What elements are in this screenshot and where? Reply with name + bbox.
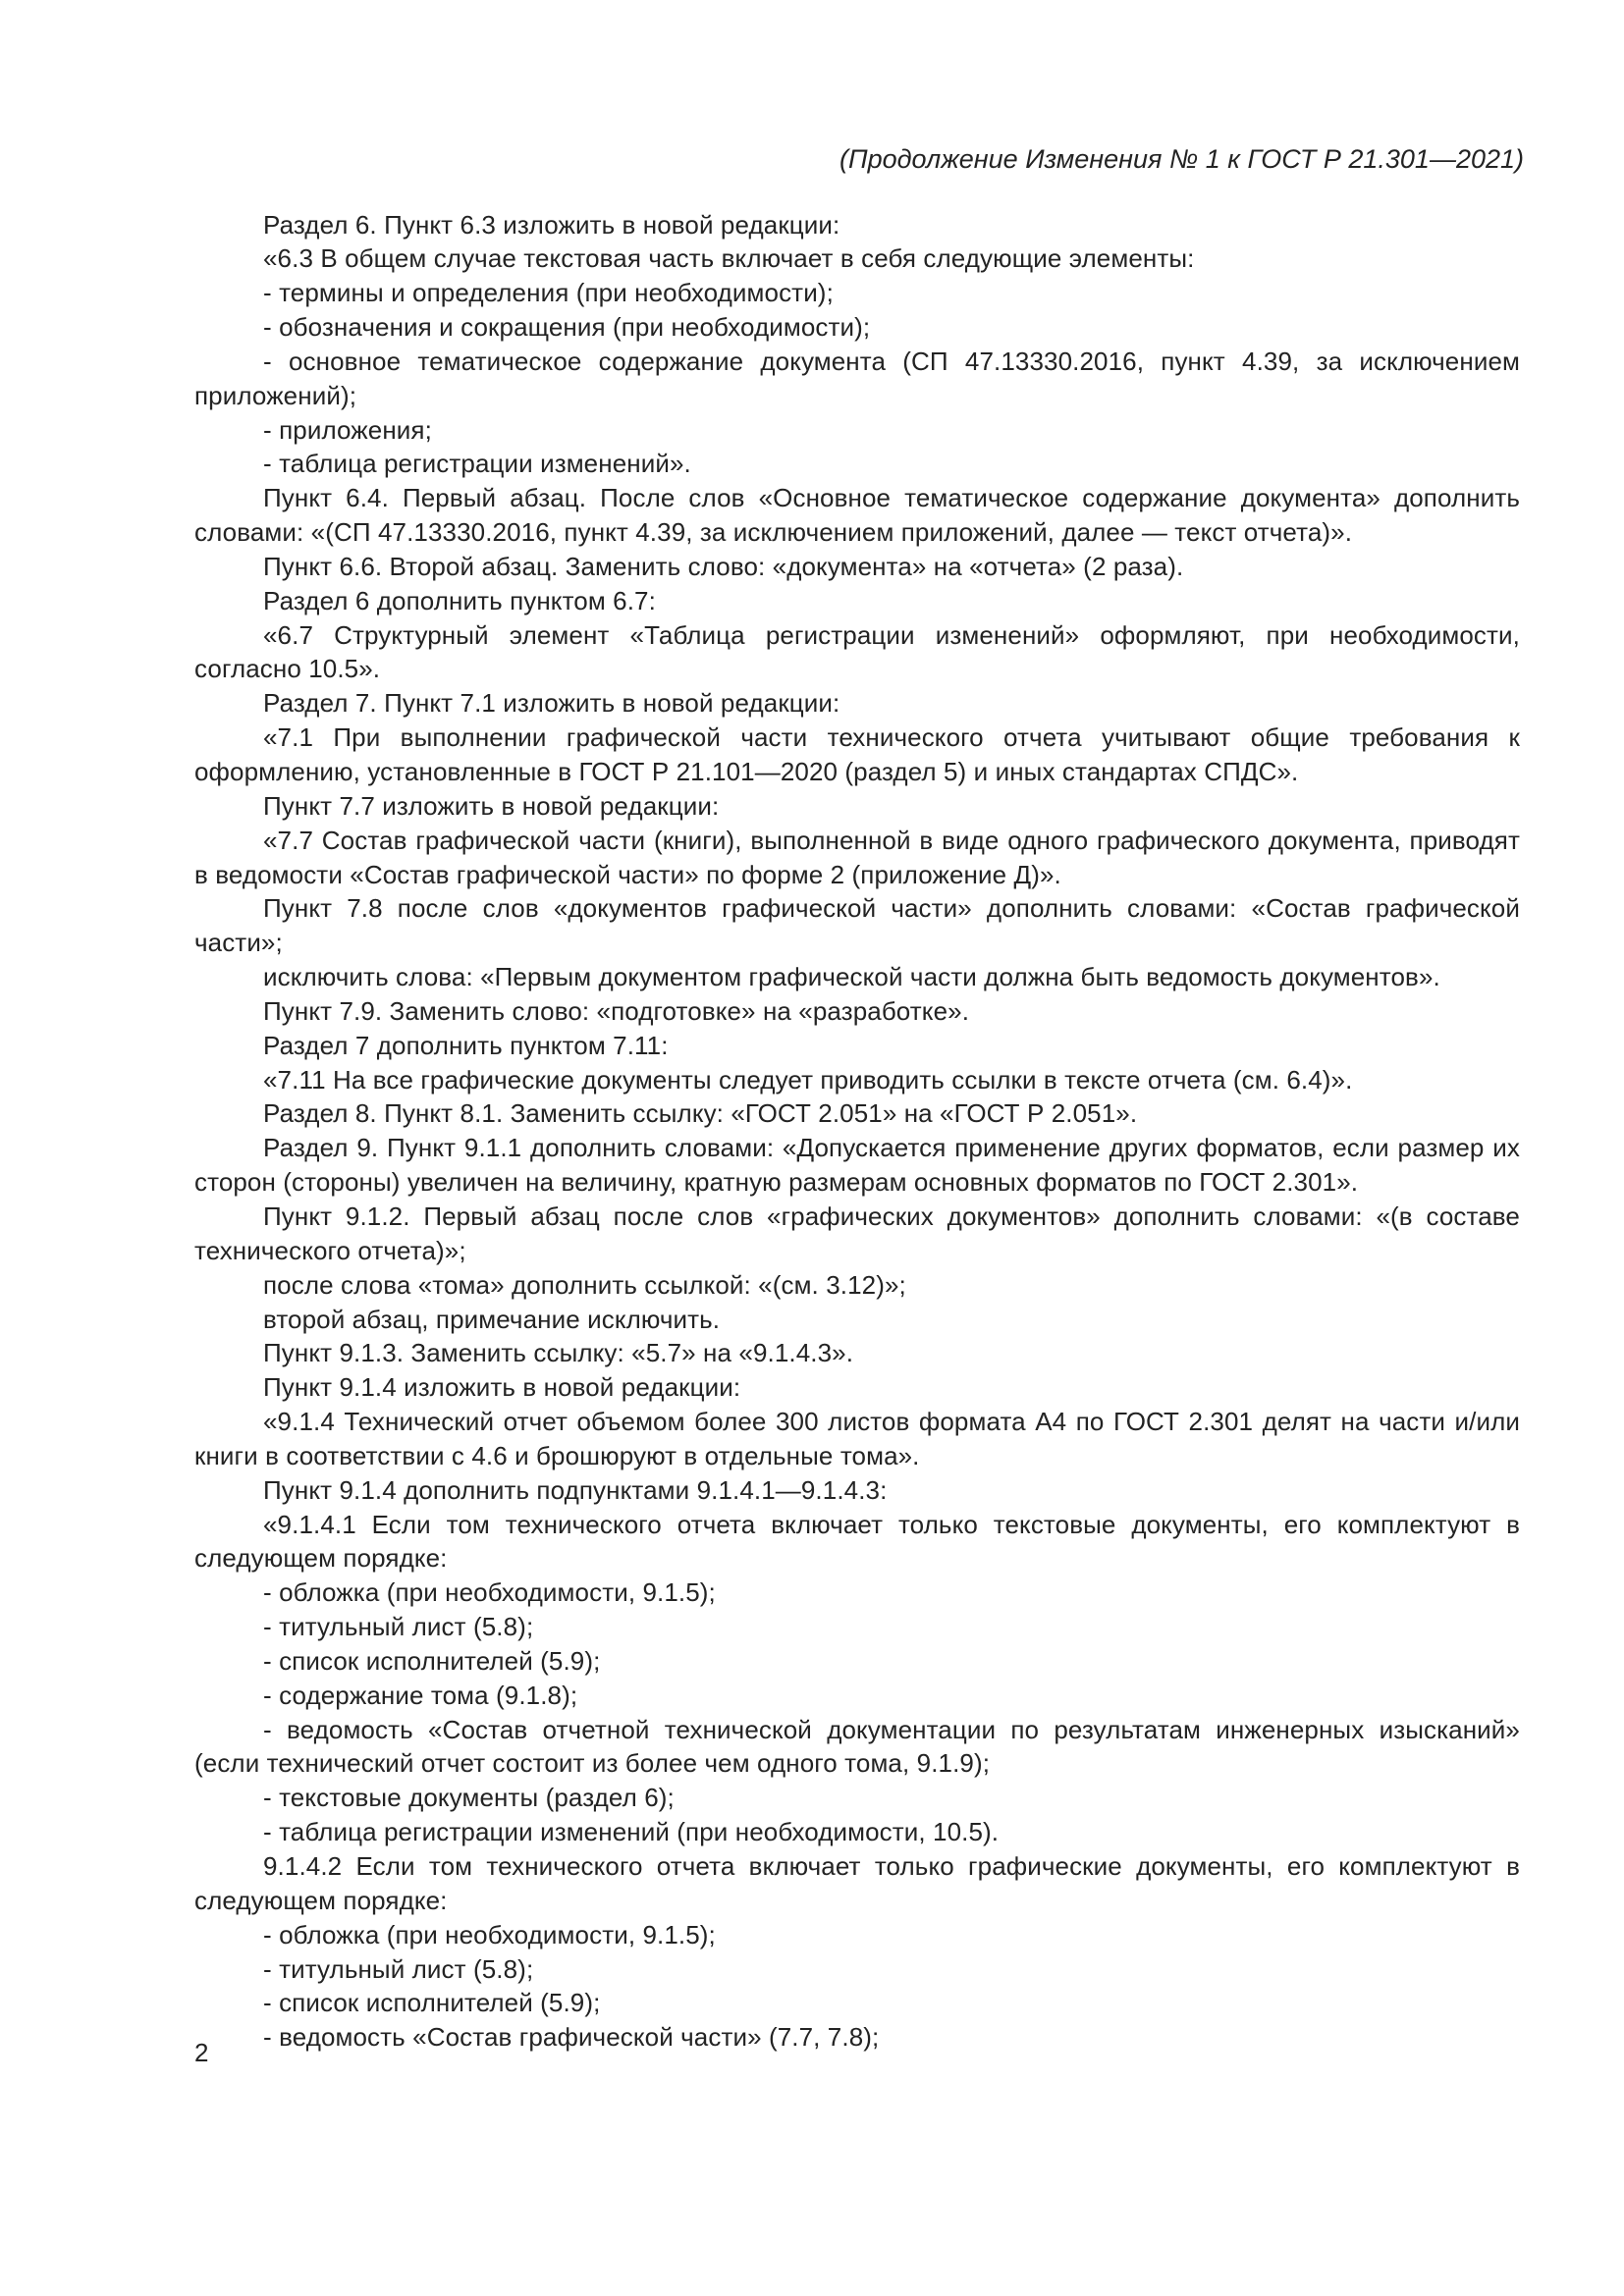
paragraph: Раздел 7. Пункт 7.1 изложить в новой редакции: — [263, 688, 840, 719]
paragraph: «7.7 Состав графической части (книги), выполненной в виде одного графического документа, приводят в ведомости «Состав графической части» по форме 2 (приложение Д)». — [194, 825, 1520, 889]
list-item: - текстовые документы (раздел 6); — [263, 1783, 675, 1813]
list-item: - таблица регистрации изменений (при необходимости, 10.5). — [263, 1817, 1000, 1847]
paragraph: «6.7 Структурный элемент «Таблица регистрации изменений» оформляют, при необходимости, согласно 10.5». — [194, 619, 1520, 684]
paragraph: Раздел 8. Пункт 8.1. Заменить ссылку: «ГОСТ 2.051» на «ГОСТ Р 2.051». — [263, 1098, 1138, 1129]
list-item: - титульный лист (5.8); — [263, 1953, 534, 1984]
paragraph: Пункт 6.4. Первый абзац. После слов «Основное тематическое содержание документа» дополнить словами: «(СП 47.13330.2016, пункт 4.39, за исключением приложений, далее — текст отчета)». — [194, 483, 1520, 548]
paragraph: Пункт 9.1.4 изложить в новой редакции: — [263, 1372, 741, 1403]
paragraph: Пункт 9.1.4 дополнить подпунктами 9.1.4.1—9.1.4.3: — [263, 1474, 888, 1505]
paragraph: Раздел 6 дополнить пунктом 6.7: — [263, 585, 656, 615]
list-item: - таблица регистрации изменений». — [263, 449, 691, 479]
list-item: - содержание тома (9.1.8); — [263, 1680, 578, 1710]
paragraph: «9.1.4 Технический отчет объемом более 300 листов формата А4 по ГОСТ 2.301 делят на части и/или книги в соответствии с 4.6 и брошюруют в отдельные тома». — [194, 1407, 1520, 1470]
paragraph: Раздел 7 дополнить пунктом 7.11: — [263, 1030, 669, 1060]
page-header: (Продолжение Изменения № 1 к ГОСТ Р 21.301—2021) — [839, 144, 1524, 174]
list-item: - приложения; — [263, 414, 432, 445]
list-item: - обложка (при необходимости, 9.1.5); — [263, 1577, 716, 1608]
paragraph: Пункт 7.9. Заменить слово: «подготовке» на «разработке». — [263, 995, 970, 1026]
page-number: 2 — [194, 2038, 209, 2067]
paragraph: второй абзац, примечание исключить. — [263, 1304, 721, 1334]
list-item: - обложка (при необходимости, 9.1.5); — [263, 1919, 716, 1949]
list-item: - ведомость «Состав графической части» (7.7, 7.8); — [263, 2022, 880, 2053]
list-item: - ведомость «Состав отчетной технической документации по результатам инженерных изысканий» (если технический отчет состоит из более чем одного тома, 9.1.9); — [194, 1714, 1520, 1779]
paragraph: «9.1.4.1 Если том технического отчета включает только текстовые документы, его комплектуют в следующем порядке: — [194, 1509, 1520, 1574]
paragraph: «6.3 В общем случае текстовая часть включает в себя следующие элементы: — [263, 243, 1195, 274]
document-body — [194, 208, 1520, 2056]
paragraph: после слова «тома» дополнить ссылкой: «(см. 3.12)»; — [263, 1269, 906, 1300]
list-item: - титульный лист (5.8); — [263, 1612, 534, 1642]
list-item: - термины и определения (при необходимости); — [263, 278, 834, 308]
paragraph: Раздел 9. Пункт 9.1.1 дополнить словами: «Допускается применение других форматов, если размер их сторон (стороны) увеличен на величину, кратную размерам основных форматов по ГОСТ 2.301». — [194, 1133, 1520, 1198]
paragraph: Пункт 6.6. Второй абзац. Заменить слово: «документа» на «отчета» (2 раза). — [263, 551, 1184, 581]
paragraph: «7.11 На все графические документы следует приводить ссылки в тексте отчета (см. 6.4)». — [263, 1064, 1353, 1095]
list-item: - обозначения и сокращения (при необходимости); — [263, 312, 871, 343]
paragraph: Пункт 7.8 после слов «документов графической части» дополнить словами: «Состав графической части»; — [194, 893, 1520, 958]
paragraph: Пункт 9.1.2. Первый абзац после слов «графических документов» дополнить словами: «(в составе технического отчета)»; — [194, 1201, 1520, 1265]
paragraph: Пункт 9.1.3. Заменить ссылку: «5.7» на «9.1.4.3». — [263, 1338, 854, 1368]
paragraph: Пункт 7.7 изложить в новой редакции: — [263, 790, 720, 821]
list-item: - список исполнителей (5.9); — [263, 1645, 601, 1676]
list-item: - основное тематическое содержание документа (СП 47.13330.2016, пункт 4.39, за исключением приложений); — [194, 346, 1520, 410]
paragraph: «7.1 При выполнении графической части технического отчета учитывают общие требования к оформлению, установленные в ГОСТ Р 21.101—2020 (раздел 5) и иных стандартах СПДС». — [194, 722, 1520, 786]
paragraph: исключить слова: «Первым документом графической части должна быть ведомость документов». — [263, 962, 1440, 992]
list-item: - список исполнителей (5.9); — [263, 1988, 601, 2018]
paragraph: 9.1.4.2 Если том технического отчета включает только графические документы, его комплектуют в следующем порядке: — [194, 1851, 1520, 1915]
paragraph: Раздел 6. Пункт 6.3 изложить в новой редакции: — [263, 209, 840, 240]
